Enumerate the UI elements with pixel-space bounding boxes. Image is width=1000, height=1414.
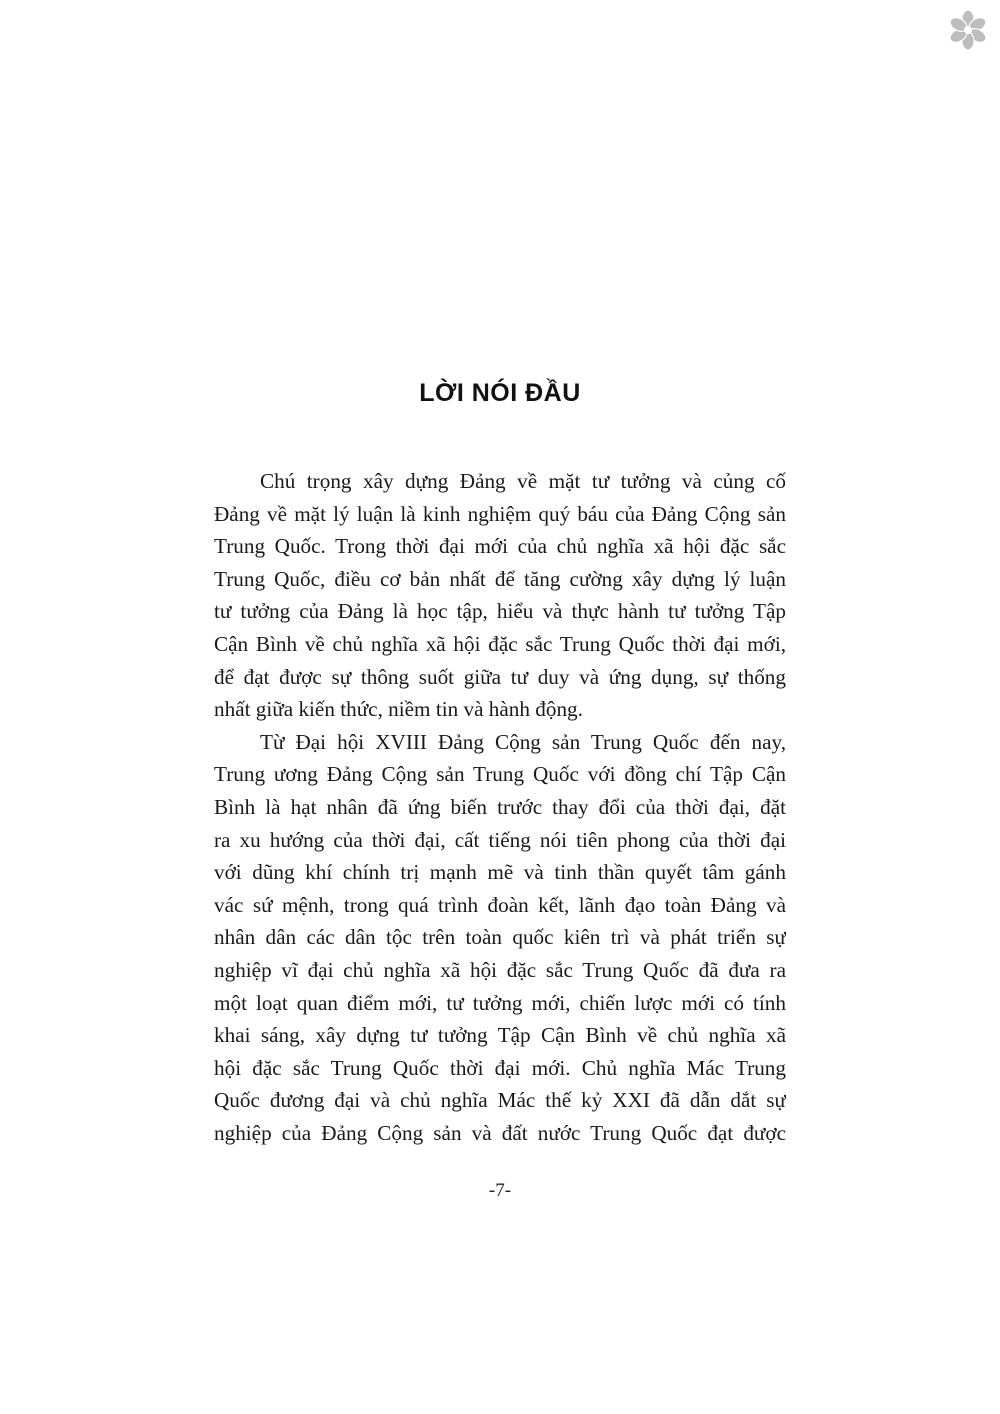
paragraph-line: Từ Đại hội XVIII Đảng Cộng sản Trung Quốc đến nay, xyxy=(260,729,786,754)
paragraph-line: tư tưởng của Đảng là học tập, hiểu và thực hành tư tưởng Tập xyxy=(214,599,786,624)
paragraph-line: Trung Quốc, điều cơ bản nhất để tăng cường xây dựng lý luận xyxy=(214,566,786,591)
paragraph-line: khai sáng, xây dựng tư tưởng Tập Cận Bình về chủ nghĩa xã xyxy=(214,1023,786,1048)
paragraph-1 xyxy=(214,465,786,726)
paragraph-line: để đạt được sự thông suốt giữa tư duy và ứng dụng, sự thống xyxy=(214,664,786,689)
paragraph-line: Trung Quốc. Trong thời đại mới của chủ nghĩa xã hội đặc sắc xyxy=(214,534,786,559)
body-text xyxy=(214,465,786,1149)
paragraph-line: Bình là hạt nhân đã ứng biến trước thay đổi của thời đại, đặt xyxy=(214,794,786,819)
page-number: -7- xyxy=(488,1180,512,1201)
paragraph-line: nhất giữa kiến thức, niềm tin và hành động. xyxy=(214,697,583,722)
paragraph-2 xyxy=(214,726,786,1150)
flower-logo-icon xyxy=(946,8,990,52)
paragraph-line: ra xu hướng của thời đại, cất tiếng nói tiên phong của thời đại xyxy=(214,827,786,852)
paragraph-line: một loạt quan điểm mới, tư tưởng mới, chiến lược mới có tính xyxy=(214,990,786,1015)
paragraph-line: Đảng về mặt lý luận là kinh nghiệm quý báu của Đảng Cộng sản xyxy=(214,501,786,526)
paragraph-line: Cận Bình về chủ nghĩa xã hội đặc sắc Trung Quốc thời đại mới, xyxy=(214,631,786,656)
paragraph-line: với dũng khí chính trị mạnh mẽ và tinh thần quyết tâm gánh xyxy=(214,860,786,885)
paragraph-line: Trung ương Đảng Cộng sản Trung Quốc với đồng chí Tập Cận xyxy=(214,762,786,787)
paragraph-line: nhân dân các dân tộc trên toàn quốc kiên trì và phát triển sự xyxy=(214,925,786,950)
paragraph-line: Chú trọng xây dựng Đảng về mặt tư tưởng và củng cố xyxy=(260,469,786,493)
paragraph-line: Quốc đương đại và chủ nghĩa Mác thế kỷ XXI đã dẫn dắt sự xyxy=(214,1088,786,1113)
paragraph-line: nghiệp của Đảng Cộng sản và đất nước Trung Quốc đạt được xyxy=(214,1120,786,1145)
paragraph-line: vác sứ mệnh, trong quá trình đoàn kết, lãnh đạo toàn Đảng và xyxy=(214,892,786,917)
paragraph-line: nghiệp vĩ đại chủ nghĩa xã hội đặc sắc Trung Quốc đã đưa ra xyxy=(214,957,786,982)
page-title: LỜI NÓI ĐẦU xyxy=(419,378,581,407)
paragraph-line: hội đặc sắc Trung Quốc thời đại mới. Chủ nghĩa Mác Trung xyxy=(214,1055,786,1080)
